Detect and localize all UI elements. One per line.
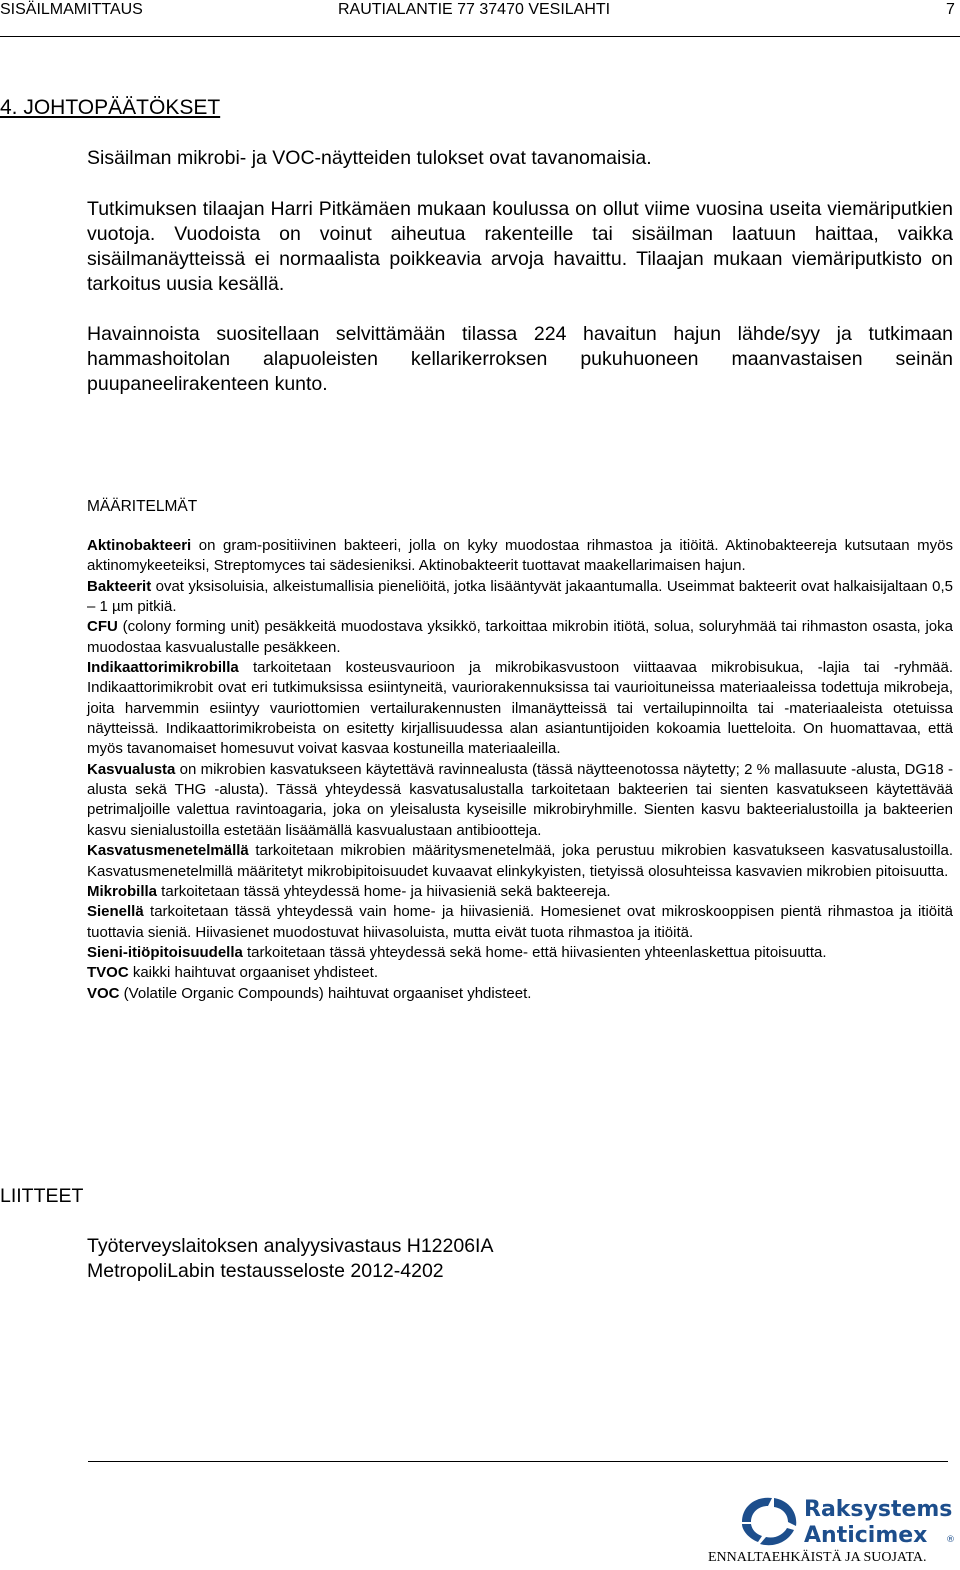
paragraph-2: Tutkimuksen tilaajan Harri Pitkämäen mukaan koulussa on ollut viime vuosina useita viemäriputkien vuotoja. Vuodoista on voinut aiheutua rakenteille tai sisäilman laatuun haittaa, vaikka sisäilmanäytteissä ei normaalista poikkeavia arvoja havaittu. Tilaajan mukaan viemäriputkisto on tarkoitus uusia kesällä. xyxy=(87,198,953,295)
footer-divider xyxy=(88,1461,948,1462)
definition-text: tarkoitetaan kosteusvaurioon ja mikrobikasvustoon viittaavaa mikrobisukua, -lajia tai -ryhmää. Indikaattorimikrobit ovat eri tutkimuksissa esiintyneitä, vauriorakennuksissa tai vaurioituneissa materiaaleissa todettuja mikrobeja, joita harvemmin esiintyy vauriottomien vertailurakennusten ilmanäytteissä tai vertailupinnoilta tai -materiaaleista otetuissa näytteissä. Indikaattorimikrobeista on esitetty kirjallisuudessa alan asiantuntijoiden kokoamia luetteloita. On huomattavaa, että myös tavanomaiset homesuvut voivat kasvaa kostuneilla materiaaleilla. xyxy=(87,659,953,758)
definition-item xyxy=(87,902,953,943)
definition-item xyxy=(87,963,953,983)
definition-term: Kasvualusta xyxy=(87,760,176,778)
logo-mark-icon xyxy=(742,1498,796,1545)
definition-text: (Volatile Organic Compounds) haihtuvat orgaaniset yhdisteet. xyxy=(119,984,532,1002)
definition-term: Sieni-itiöpitoisuudella xyxy=(87,943,243,961)
definition-text: ovat yksisoluisia, alkeistumallisia pieneliöitä, jotka lisääntyvät jakaantumalla. Useimmat bakteerit ovat halkaisijaltaan 0,5 – 1 µm pitkiä. xyxy=(87,577,953,616)
definition-term: CFU xyxy=(87,618,118,636)
definition-item xyxy=(87,841,953,882)
definition-text: on mikrobien kasvatukseen käytettävä ravinnealusta (tässä näytteenotossa näytetty; 2 % mallasuute -alusta, DG18 -alusta sekä THG -alusta). Tässä yhteydessä kasvatusalustalla tarkoitetaan bakteerien tai sienten kasvatukseen käytettävää petrimaljoille valettua ravintoagaria, joka on yleisalusta kyseisille mikrobiryhmille. Sienten kasvu bakteerialustoilla ja bakteerien kasvu sienialustoilla estetään lisäämällä kasvualustaan antibiootteja. xyxy=(87,760,953,839)
definition-item xyxy=(87,658,953,760)
definition-term: Sienellä xyxy=(87,903,144,921)
definition-term: Kasvatusmenetelmällä xyxy=(87,842,249,860)
attachment-item: MetropoliLabin testausseloste 2012-4202 xyxy=(87,1260,444,1282)
definition-text: tarkoitetaan tässä yhteydessä vain home- ja hiivasieniä. Homesienet ovat mikroskooppisen pientä rihmastoa ja itiöitä tuottavia sieniä. Hiivasienet muodostuvat hiivasoluista, mutta eivät tuota rihmastoa ja itiöitä. xyxy=(87,903,953,941)
raksystems-anticimex-logo xyxy=(738,1492,958,1548)
definition-term: Aktinobakteeri xyxy=(87,537,192,554)
logo-line2: Anticimex xyxy=(804,1523,928,1548)
definition-item xyxy=(87,617,953,658)
definition-item xyxy=(87,760,953,841)
attachments-heading: LIITTEET xyxy=(0,1185,84,1207)
page-number: 7 xyxy=(946,1,955,18)
definitions-heading: MÄÄRITELMÄT xyxy=(87,498,198,515)
logo-line1: Raksystems xyxy=(804,1497,953,1522)
header-divider xyxy=(0,36,960,37)
definition-term: Mikrobilla xyxy=(87,882,158,900)
definition-text: tarkoitetaan tässä yhteydessä home- ja hiivasieniä sekä bakteereja. xyxy=(157,882,611,900)
definition-item xyxy=(87,882,953,902)
definition-term: VOC xyxy=(87,984,120,1002)
definition-text: kaikki haihtuvat orgaaniset yhdisteet. xyxy=(128,964,378,982)
attachment-item: Työterveyslaitoksen analyysivastaus H12206IA xyxy=(87,1235,494,1257)
definition-item xyxy=(87,943,953,963)
definition-text: (colony forming unit) pesäkkeitä muodostava yksikkö, tarkoittaa mikrobin itiötä, solua, soluryhmää tai rihmaston osasta, joka muodostaa kasvualustalle pesäkkeen. xyxy=(87,618,953,656)
definition-item xyxy=(87,984,953,1004)
definition-text: tarkoitetaan tässä yhteydessä sekä home- että hiivasienten yhteenlaskettua pitoisuutta. xyxy=(242,943,827,961)
definition-term: Indikaattorimikrobilla xyxy=(87,659,239,677)
footer-tagline: ENNALTAEHKÄISTÄ JA SUOJATA. xyxy=(708,1550,927,1565)
definition-item xyxy=(87,536,953,577)
definitions-list xyxy=(87,536,953,1004)
header-center: RAUTIALANTIE 77 37470 VESILAHTI xyxy=(338,1,611,18)
paragraph-3: Havainnoista suositellaan selvittämään tilassa 224 havaitun hajun lähde/syy ja tutkimaan hammashoitolan alapuoleisten kellarikerroksen pukuhuoneen maanvastaisen seinän puupaneelirakenteen kunto. xyxy=(87,323,953,395)
paragraph-1: Sisäilman mikrobi- ja VOC-näytteiden tulokset ovat tavanomaisia. xyxy=(87,147,652,169)
definition-term: Bakteerit xyxy=(87,577,152,595)
definition-item xyxy=(87,577,953,618)
section-title: 4. JOHTOPÄÄTÖKSET xyxy=(0,96,221,119)
definition-text: on gram-positiivinen bakteeri, jolla on kyky muodostaa rihmastoa ja itiöitä. Aktinobakteereja kutsutaan myös aktinomykeeteiksi, Streptomyces tai sädesieniksi. Aktinobakteerit tuottavat maakellarimaisen hajun. xyxy=(87,537,953,575)
header-left: SISÄILMAMITTAUS xyxy=(0,1,143,18)
definition-term: TVOC xyxy=(87,964,129,982)
registered-mark: ® xyxy=(946,1535,955,1545)
definition-text: tarkoitetaan mikrobien määritysmenetelmää, joka perustuu mikrobien kasvatukseen kasvatusalustoilla. Kasvatusmenetelmillä määritetyt mikrobipitoisuudet kuvaavat elinkykyisten, tietyissä olosuhteissa kasvavien mikrobien pitoisuutta. xyxy=(87,842,953,880)
